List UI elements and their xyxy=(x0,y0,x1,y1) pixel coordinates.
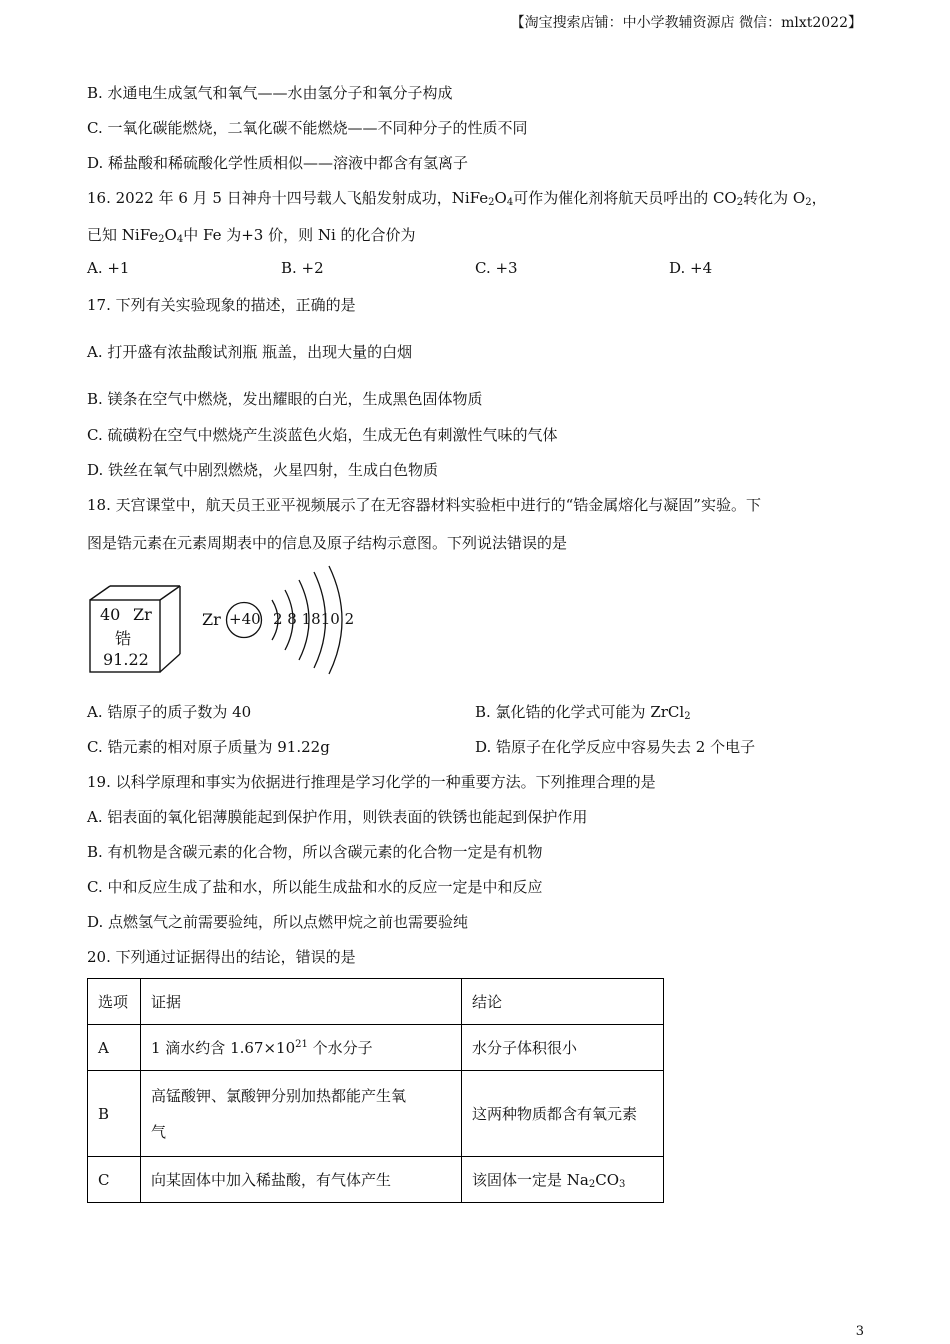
q18-option-b: B. 氯化锆的化学式可能为 ZrCl$_2$ xyxy=(475,703,691,722)
q19-option-b: B. 有机物是含碳元素的化合物，所以含碳元素的化合物一定是有机物 xyxy=(87,843,543,861)
q16-stem-line1: 16. 2022 年 6 月 5 日神舟十四号载人飞船发射成功，$NiFe_2O_4$可作为催化剂将航天员呼出的 $CO_2$转化为 $O_2$， xyxy=(87,189,827,208)
electron-shell-counts: 2 8 1810 2 xyxy=(273,610,355,628)
element-mass: 91.22 xyxy=(103,650,149,669)
table-row xyxy=(88,1071,664,1157)
q16-option-d: D. +4 xyxy=(669,259,713,277)
q18-stem-line1: 18. 天宫课堂中，航天员王亚平视频展示了在无容器材料实验柜中进行的“锆金属熔化与凝固”实验。下 xyxy=(87,496,761,514)
q16-option-b: B. +2 xyxy=(281,259,324,277)
atom-symbol: Zr xyxy=(202,610,221,629)
element-name: 锆 xyxy=(115,629,132,648)
row-b-evidence: 高锰酸钾、氯酸钾分别加热都能产生氧 气 xyxy=(141,1071,462,1157)
q17-option-b: B. 镁条在空气中燃烧，发出耀眼的白光，生成黑色固体物质 xyxy=(87,390,483,408)
q16-option-a: A. +1 xyxy=(87,259,130,277)
header-evidence: 证据 xyxy=(141,979,462,1025)
header-banner: 【淘宝搜索店铺：中小学教辅资源店 微信：mlxt2022】 xyxy=(510,15,862,31)
row-a-evidence: 1 滴水约含 $1.67\times 10^{21}$ 个水分子 xyxy=(141,1025,462,1071)
table-row xyxy=(88,1157,664,1203)
header-conclusion: 结论 xyxy=(462,979,664,1025)
q17-stem: 17. 下列有关实验现象的描述，正确的是 xyxy=(87,296,356,314)
q17-option-d: D. 铁丝在氧气中剧烈燃烧，火星四射，生成白色物质 xyxy=(87,461,439,479)
q20-evidence-table xyxy=(87,978,664,1203)
q15-option-d: D. 稀盐酸和稀硫酸化学性质相似——溶液中都含有氢离子 xyxy=(87,154,469,172)
table-header-row xyxy=(88,979,664,1025)
q18-stem-line2: 图是锆元素在元素周期表中的信息及原子结构示意图。下列说法错误的是 xyxy=(87,534,568,552)
element-symbol: Zr xyxy=(133,605,152,624)
q18-option-d: D. 锆原子在化学反应中容易失去 2 个电子 xyxy=(475,738,756,756)
row-a-option: A xyxy=(88,1025,141,1071)
q18-option-c: C. 锆元素的相对原子质量为 91.22g xyxy=(87,738,330,756)
row-b-conclusion: 这两种物质都含有氧元素 xyxy=(462,1071,664,1157)
q19-option-d: D. 点燃氢气之前需要验纯，所以点燃甲烷之前也需要验纯 xyxy=(87,913,469,931)
q18-option-a: A. 锆原子的质子数为 40 xyxy=(87,703,252,721)
q19-option-a: A. 铝表面的氧化铝薄膜能起到保护作用，则铁表面的铁锈也能起到保护作用 xyxy=(87,808,588,826)
page-number: 3 xyxy=(855,1324,864,1339)
q19-stem: 19. 以科学原理和事实为依据进行推理是学习化学的一种重要方法。下列推理合理的是 xyxy=(87,773,656,791)
q17-option-c: C. 硫磺粉在空气中燃烧产生淡蓝色火焰，生成无色有刺激性气味的气体 xyxy=(87,426,558,444)
q20-stem: 20. 下列通过证据得出的结论，错误的是 xyxy=(87,948,356,966)
table-row xyxy=(88,1025,664,1071)
q16-stem-line2: 已知 $NiFe_2O_4$中 Fe 为+3 价，则 Ni 的化合价为 xyxy=(87,226,416,245)
row-b-option: B xyxy=(88,1071,141,1157)
row-a-conclusion: 水分子体积很小 xyxy=(462,1025,664,1071)
q15-option-c: C. 一氧化碳能燃烧，二氧化碳不能燃烧——不同种分子的性质不同 xyxy=(87,119,528,137)
q16-option-c: C. +3 xyxy=(475,259,518,277)
nucleus-charge: +40 xyxy=(229,610,261,628)
header-option: 选项 xyxy=(88,979,141,1025)
row-c-evidence: 向某固体中加入稀盐酸，有气体产生 xyxy=(141,1157,462,1203)
q19-option-c: C. 中和反应生成了盐和水，所以能生成盐和水的反应一定是中和反应 xyxy=(87,878,543,896)
element-atomic-number: 40 xyxy=(100,605,121,624)
row-c-conclusion: 该固体一定是 $Na_2CO_3$ xyxy=(462,1157,664,1203)
row-c-option: C xyxy=(88,1157,141,1203)
q15-option-b: B. 水通电生成氢气和氧气——水由氢分子和氧分子构成 xyxy=(87,84,453,102)
q17-option-a: A. 打开盛有浓盐酸试剂瓶 瓶盖，出现大量的白烟 xyxy=(87,343,413,361)
